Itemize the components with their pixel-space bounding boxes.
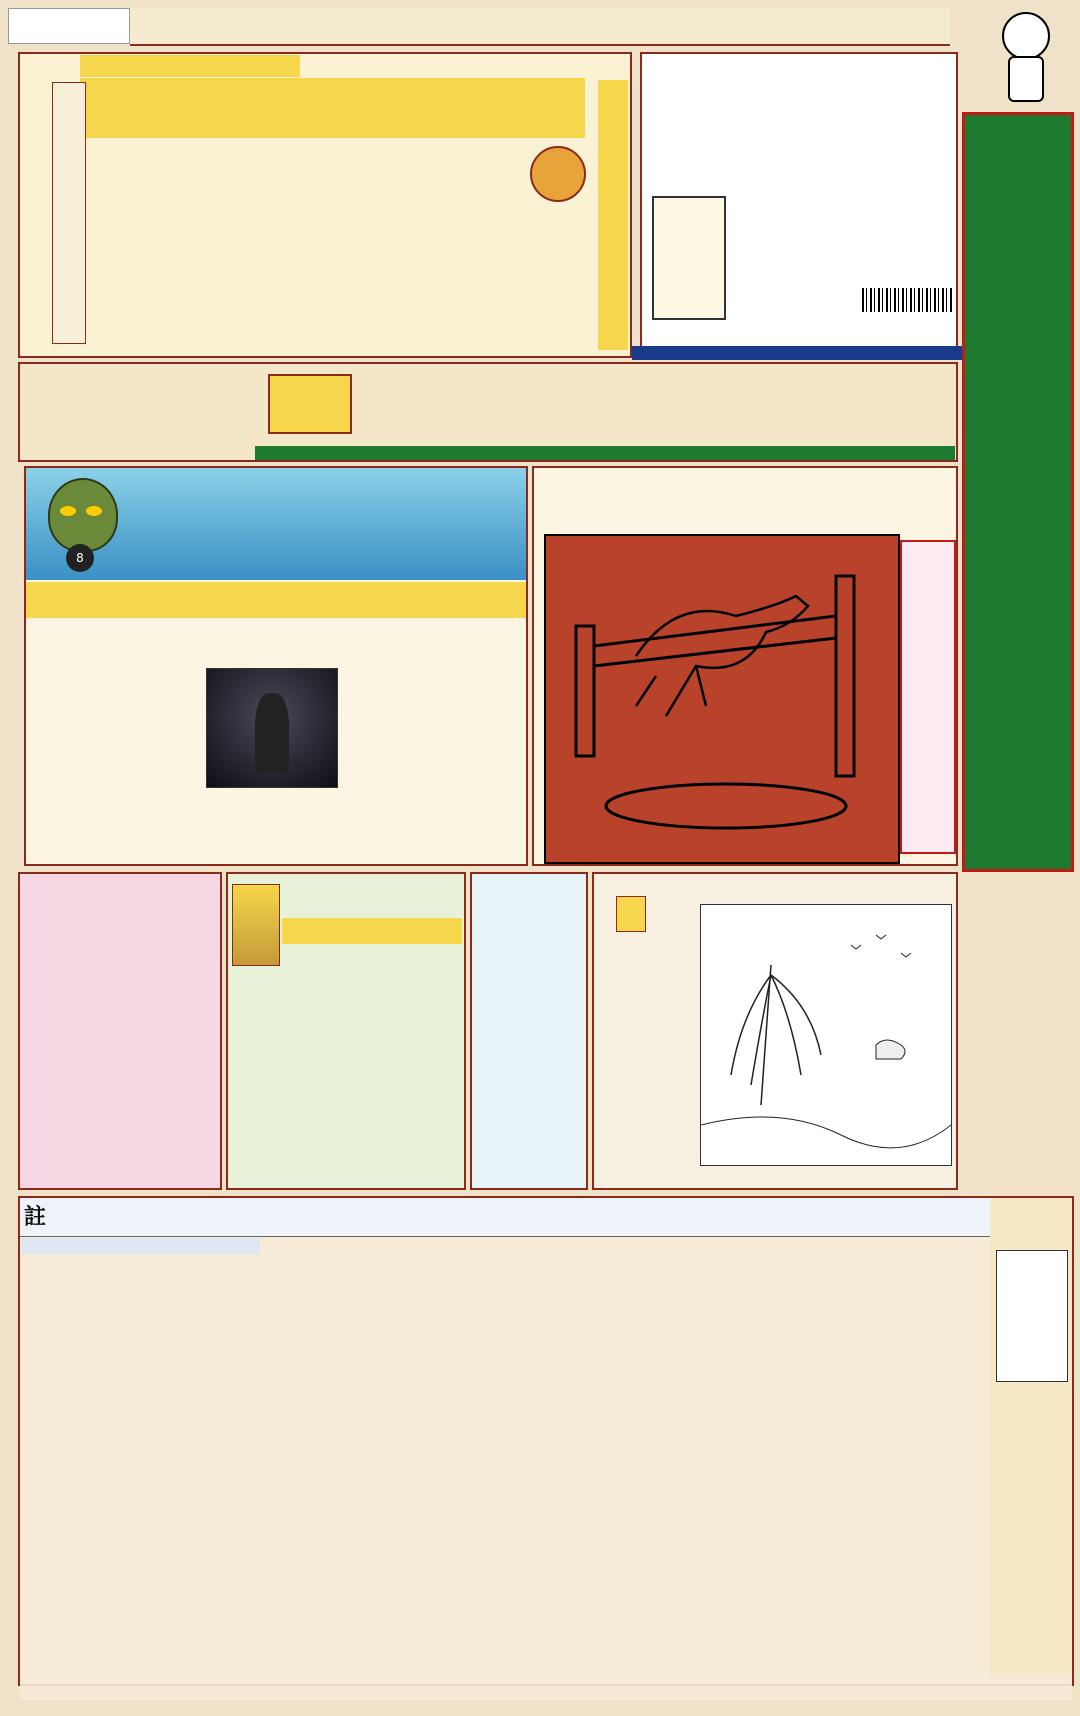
brand-big bbox=[800, 40, 940, 300]
forbear-title bbox=[22, 876, 218, 898]
alien-eye-icon bbox=[86, 506, 102, 516]
jie46-text bbox=[232, 946, 462, 1126]
river-icon bbox=[701, 1117, 951, 1148]
subtitle bbox=[80, 55, 300, 77]
bottom-banner bbox=[20, 1674, 1072, 1700]
results-balls bbox=[352, 370, 952, 434]
banner-title bbox=[80, 78, 585, 138]
horse-icon bbox=[636, 596, 808, 716]
forbear-text bbox=[24, 902, 154, 1152]
prize-table bbox=[24, 366, 264, 446]
barcode bbox=[862, 288, 954, 312]
forbear-hint bbox=[150, 902, 218, 1152]
sheep-icon bbox=[876, 1040, 905, 1059]
copyright bbox=[22, 82, 52, 342]
jie46-quote bbox=[282, 918, 462, 944]
next-issue-strip bbox=[632, 346, 962, 360]
trend-zhu-icon: 註 bbox=[24, 1205, 47, 1230]
cartoon bbox=[530, 146, 586, 202]
xuanji-title bbox=[618, 936, 654, 1116]
trend-col-headers bbox=[20, 1238, 260, 1254]
xuanji-sage-icon bbox=[616, 896, 646, 932]
fortune-picture bbox=[544, 534, 900, 864]
trend-right-text bbox=[996, 1462, 1068, 1672]
story-title bbox=[26, 582, 526, 618]
trend-header-bar bbox=[20, 1198, 990, 1237]
issue-box bbox=[268, 374, 352, 434]
xuanji-picture bbox=[700, 904, 952, 1166]
mascot-head-icon bbox=[1002, 12, 1050, 60]
right-slogan bbox=[968, 124, 1068, 864]
trend-chart bbox=[260, 1238, 990, 1674]
forbear-footer bbox=[22, 1160, 218, 1188]
jie46-badges bbox=[402, 884, 464, 914]
willow-landscape-drawing bbox=[701, 905, 951, 1165]
alien-title bbox=[150, 472, 520, 522]
story-col-2 bbox=[284, 624, 520, 664]
belief-table bbox=[474, 958, 584, 1154]
mascot-body-icon bbox=[1008, 56, 1044, 102]
trend-watch-nums bbox=[922, 1200, 988, 1234]
article-right bbox=[340, 140, 530, 350]
witch-figure-icon bbox=[255, 693, 289, 773]
story-image bbox=[206, 668, 338, 788]
results-footer bbox=[255, 446, 955, 460]
article-left bbox=[90, 140, 335, 350]
story-col-3 bbox=[342, 664, 522, 834]
step-label bbox=[8, 8, 130, 44]
trend-right-arrow bbox=[1010, 1258, 1054, 1374]
alien-head-icon bbox=[48, 478, 118, 552]
xuanji-numbers bbox=[660, 930, 690, 1180]
alien-numbers bbox=[240, 534, 520, 574]
fortune-verse bbox=[900, 540, 956, 854]
mascot bbox=[980, 8, 1072, 108]
jie46-title bbox=[282, 884, 402, 914]
belief-title-a bbox=[478, 880, 522, 950]
birds-icon bbox=[851, 935, 911, 957]
alien-eye-icon bbox=[60, 506, 76, 516]
side-warning bbox=[598, 80, 628, 350]
trend-left-table bbox=[20, 1254, 260, 1674]
belief-title-b bbox=[530, 880, 580, 950]
motto bbox=[652, 196, 726, 320]
eight-ball-icon: 8 bbox=[66, 544, 94, 572]
alien-icon bbox=[36, 478, 126, 574]
fence-icon bbox=[576, 576, 854, 776]
willow-tree-icon bbox=[731, 965, 821, 1105]
brand-cai bbox=[730, 120, 800, 270]
horse-on-fence-drawing bbox=[546, 536, 898, 862]
jie46-list bbox=[232, 1128, 462, 1168]
story-col-4 bbox=[32, 796, 336, 848]
trend-grid bbox=[260, 1238, 990, 1674]
trough-icon bbox=[606, 784, 846, 828]
xinshui-box bbox=[52, 82, 86, 344]
fortune-title bbox=[604, 468, 844, 528]
